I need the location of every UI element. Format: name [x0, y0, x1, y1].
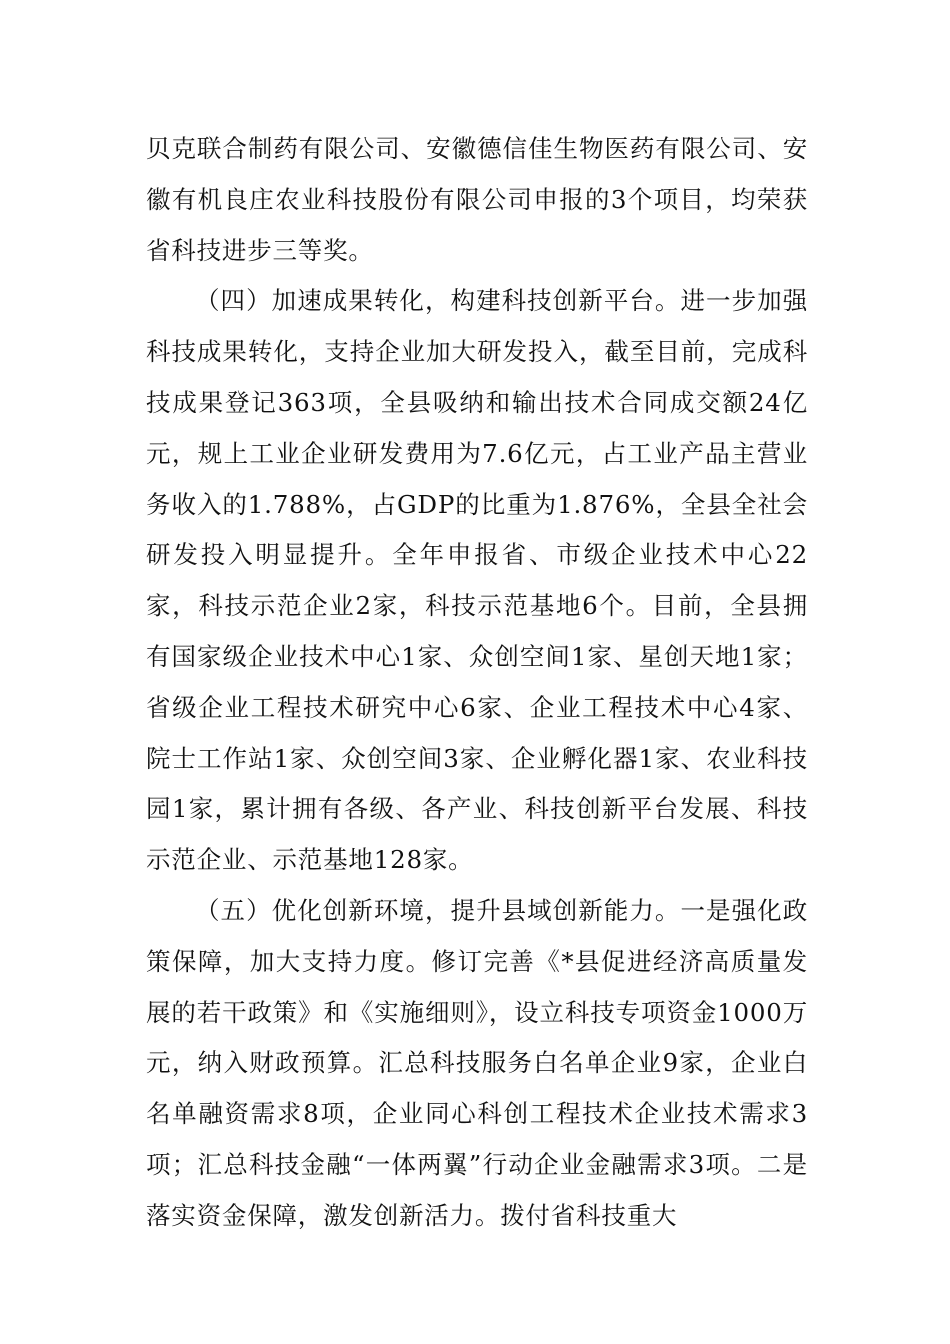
- document-body: [146, 124, 808, 1242]
- paragraph-section-five-innovation-environment: （五）优化创新环境，提升县域创新能力。一是强化政策保障，加大支持力度。修订完善《*县促进经济高质量发展的若干政策》和《实施细则》，设立科技专项资金1000万元，纳入财政预算。汇总科技服务白名单企业9家，企业白名单融资需求8项，企业同心科创工程技术企业技术需求3项；汇总科技金融“一体两翼”行动企业金融需求3项。二是落实资金保障，激发创新活力。拨付省科技重大: [146, 895, 808, 1230]
- paragraph-award-continuation: 贝克联合制药有限公司、安徽德信佳生物医药有限公司、安徽有机良庄农业科技股份有限公司申报的3个项目，均荣获省科技进步三等奖。: [146, 134, 808, 265]
- paragraph-section-four-achievement-transfer: （四）加速成果转化，构建科技创新平台。进一步加强科技成果转化，支持企业加大研发投入，截至目前，完成科技成果登记363项，全县吸纳和输出技术合同成交额24亿元，规上工业企业研发费用为7.6亿元，占工业产品主营业务收入的1.788%，占GDP的比重为1.876%，全县全社会研发投入明显提升。全年申报省、市级企业技术中心22家，科技示范企业2家，科技示范基地6个。目前，全县拥有国家级企业技术中心1家、众创空间1家、星创天地1家；省级企业工程技术研究中心6家、企业工程技术中心4家、院士工作站1家、众创空间3家、企业孵化器1家、农业科技园1家，累计拥有各级、各产业、科技创新平台发展、科技示范企业、示范基地128家。: [146, 286, 808, 875]
